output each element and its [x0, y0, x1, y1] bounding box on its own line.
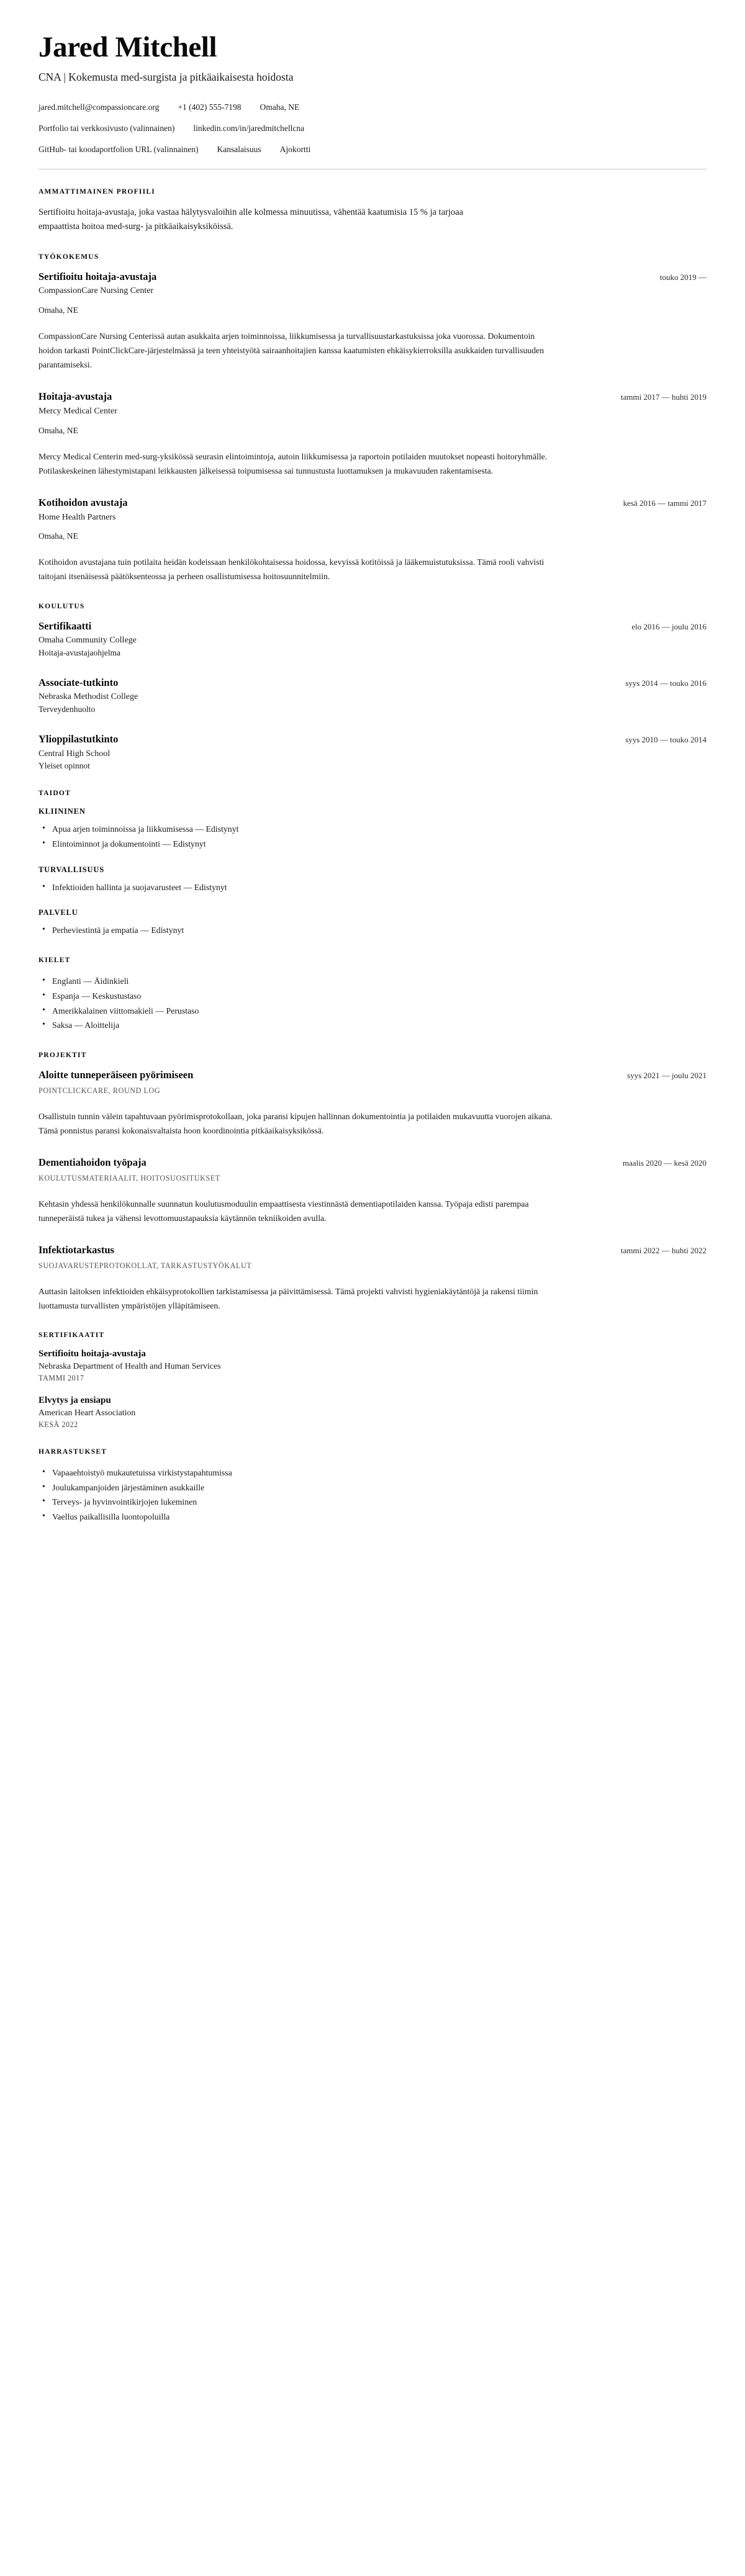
job-title: Kotihoidon avustaja — [38, 496, 128, 508]
section-languages — [38, 957, 707, 1033]
degree-title: Associate-tutkinto — [38, 676, 119, 688]
section-title-projects: PROJEKTIT — [38, 1051, 87, 1059]
experience-entry-head — [38, 271, 707, 284]
resume-header — [38, 32, 707, 156]
skills-list — [38, 807, 707, 938]
section-title-skills: TAIDOT — [38, 790, 71, 798]
experience-entry — [38, 497, 707, 584]
job-date: tammi 2017 — huhti 2019 — [621, 392, 707, 402]
job-description: CompassionCare Nursing Centerissä autan asukkaita arjen toiminnoissa, liikkumisessa ja turvallisuustarkastuksissa joka vuorossa. Dokumentoin hoidon tarkasti PointClickCare-järjestelmässä ja teen yhteistyötä sairaanhoitajien kanssa kaatumisten ehkäisykierroksilla asukkaiden turvallisuuden parantamiseksi. — [38, 331, 544, 370]
job-location: Omaha, NE — [38, 531, 78, 541]
education-list — [38, 620, 707, 772]
job-title: Sertifioitu hoitaja-avustaja — [38, 270, 157, 282]
education-entry-head — [38, 620, 707, 633]
skill-group — [38, 807, 707, 851]
project-tech: POINTCLICKCARE, ROUND LOG — [38, 1086, 161, 1095]
candidate-name: Jared Mitchell — [38, 31, 217, 63]
project-entry — [38, 1069, 707, 1138]
education-entry — [38, 620, 707, 658]
project-name: Dementiahoidon työpaja — [38, 1156, 147, 1168]
experience-entry — [38, 271, 707, 372]
section-experience — [38, 253, 707, 584]
education-date: elo 2016 — joulu 2016 — [631, 621, 707, 631]
field-of-study: Terveydenhuolto — [38, 704, 96, 714]
field-of-study: Yleiset opinnot — [38, 761, 90, 771]
contact-item[interactable]: Portfolio tai verkkosivusto (valinnainen) — [38, 124, 175, 133]
section-interests — [38, 1448, 707, 1524]
contact-block — [38, 101, 707, 156]
degree-title: Sertifikaatti — [38, 619, 92, 632]
interests-list — [38, 1466, 707, 1524]
contact-row — [38, 122, 707, 135]
project-description: Osallistuin tunnin välein tapahtuvaan pyörimisprotokollaan, joka paransi kipujen hallinnan dokumentointia ja potilaiden mukavuutta vuorojen aikana. Tämä ponnistus paransi kokonaisvaltaista hoon koordinointia pitkäaikaisyksikössä. — [38, 1111, 553, 1135]
contact-item[interactable]: Kansalaisuus — [217, 145, 261, 155]
skill-item-list — [38, 923, 707, 938]
interest-item: • Joulukampanjoiden järjestäminen asukkaille — [52, 1480, 707, 1495]
contact-item[interactable]: linkedin.com/in/jaredmitchellcna — [193, 124, 305, 133]
education-date: syys 2014 — touko 2016 — [625, 678, 707, 688]
skill-item: • Apua arjen toiminnoissa ja liikkumisessa — Edistynyt — [52, 822, 707, 837]
certification-name: Sertifioitu hoitaja-avustaja — [38, 1348, 146, 1359]
interest-item: • Vaellus paikallisilla luontopoluilla — [52, 1510, 707, 1524]
skill-item: • Perheviestintä ja empatia — Edistynyt — [52, 923, 707, 938]
job-organization: Home Health Partners — [38, 512, 116, 522]
education-entry-head — [38, 733, 707, 746]
job-description: Kotihoidon avustajana tuin potilaita heidän kodeissaan henkilökohtaisessa hoidossa, kevyissä kotitöissä ja lääkemuistutuksissa. Tämä rooli vahvisti taitojani itsenäisessä päätöksenteossa ja perheen osallistumisessa hoitosuunnitelmiin. — [38, 557, 544, 582]
section-title-summary: AMMATTIMAINEN PROFIILI — [38, 187, 155, 196]
project-entry-head — [38, 1069, 707, 1082]
education-entry-head — [38, 677, 707, 690]
experience-entry-head — [38, 390, 707, 403]
section-title-experience: TYÖKOKEMUS — [38, 253, 99, 261]
skill-group-title: KLIININEN — [38, 807, 86, 816]
candidate-headline: CNA | Kokemusta med-surgista ja pitkäaikaisesta hoidosta — [38, 71, 294, 84]
project-date: maalis 2020 — kesä 2020 — [622, 1158, 707, 1168]
language-item: • Englanti — Äidinkieli — [52, 974, 707, 989]
job-location: Omaha, NE — [38, 425, 78, 435]
section-summary — [38, 188, 707, 235]
skill-group-title: PALVELU — [38, 908, 78, 917]
project-tech: KOULUTUSMATERIAALIT, HOITOSUOSITUKSET — [38, 1173, 220, 1182]
field-of-study: Hoitaja-avustajaohjelma — [38, 647, 120, 657]
experience-list — [38, 271, 707, 584]
school-name: Central High School — [38, 749, 111, 759]
education-entry — [38, 733, 707, 771]
certification-entry — [38, 1395, 707, 1430]
job-date: kesä 2016 — tammi 2017 — [623, 498, 707, 508]
contact-item[interactable]: Ajokortti — [279, 145, 311, 155]
contact-item[interactable]: Omaha, NE — [260, 102, 300, 112]
certification-issuer: American Heart Association — [38, 1407, 136, 1417]
experience-entry — [38, 390, 707, 478]
education-date: syys 2010 — touko 2014 — [625, 734, 707, 744]
project-name: Infektiotarkastus — [38, 1243, 114, 1256]
project-entry — [38, 1244, 707, 1313]
certification-entry — [38, 1349, 707, 1383]
project-entry-head — [38, 1156, 707, 1169]
contact-item[interactable]: +1 (402) 555-7198 — [178, 102, 242, 112]
experience-entry-head — [38, 497, 707, 510]
job-description: Mercy Medical Centerin med-surg-yksikössä seurasin elintoimintoja, autoin liikkumisessa ja raportoin potilaiden muutokset nopeasti hoitoryhmälle. Potilaskeskeinen lähestymistapani leikkausten jälkeisessä toipumisessa sai tunnustusta luottamuksen ja mukavuuden rakentamisesta. — [38, 451, 548, 475]
skill-group-title: TURVALLISUUS — [38, 865, 105, 874]
projects-list — [38, 1069, 707, 1313]
project-description: Auttasin laitoksen infektioiden ehkäisyprotokollien tarkistamisessa ja päivittämisessä. Tämä projekti vahvisti hygieniakäytäntöjä ja rakensi tiimin luottamusta turvallisten ympäristöjen ylläpitämiseen. — [38, 1286, 538, 1310]
skill-item-list — [38, 822, 707, 851]
languages-list — [38, 974, 707, 1033]
section-title-interests: HARRASTUKSET — [38, 1448, 107, 1456]
contact-item[interactable]: GitHub- tai koodaportfolion URL (valinnainen) — [38, 145, 199, 155]
project-description: Kehtasin yhdessä henkilökunnalle suunnatun koulutusmoduulin empaattisesta viestinnästä dementiapotilaiden kanssa. Työpaja edisti parempaa tunneperäistä tukea ja vähensi levottomuustapauksia käytännön tekniikoiden avulla. — [38, 1199, 529, 1223]
section-title-education: KOULUTUS — [38, 602, 85, 610]
certifications-list — [38, 1349, 707, 1430]
project-date: syys 2021 — joulu 2021 — [627, 1070, 707, 1080]
section-title-certifications: SERTIFIKAATIT — [38, 1331, 105, 1339]
job-organization: CompassionCare Nursing Center — [38, 286, 154, 296]
project-tech: SUOJAVARUSTEPROTOKOLLAT, TARKASTUSTYÖKALUT — [38, 1261, 252, 1270]
school-name: Omaha Community College — [38, 636, 137, 646]
interest-item: • Terveys- ja hyvinvointikirjojen lukeminen — [52, 1495, 707, 1510]
section-projects — [38, 1052, 707, 1313]
project-entry — [38, 1156, 707, 1225]
skill-item: • Elintoiminnot ja dokumentointi — Edistynyt — [52, 837, 707, 852]
interest-item: • Vapaaehtoistyö mukautetuissa virkistystapahtumissa — [52, 1466, 707, 1480]
contact-row — [38, 101, 707, 114]
certification-issuer: Nebraska Department of Health and Human Services — [38, 1361, 221, 1371]
skill-group — [38, 865, 707, 895]
contact-row — [38, 143, 707, 156]
language-item: • Amerikkalainen viittomakieli — Perustaso — [52, 1004, 707, 1019]
job-organization: Mercy Medical Center — [38, 407, 117, 417]
language-item: • Espanja — Keskustustaso — [52, 989, 707, 1004]
certification-date: KESÄ 2022 — [38, 1420, 78, 1429]
section-certifications — [38, 1331, 707, 1430]
skill-item-list — [38, 880, 707, 895]
certification-date: TAMMI 2017 — [38, 1373, 84, 1382]
project-date: tammi 2022 — huhti 2022 — [621, 1245, 707, 1255]
section-skills — [38, 790, 707, 938]
section-education — [38, 603, 707, 772]
contact-item[interactable]: jared.mitchell@compassioncare.org — [38, 102, 160, 112]
section-title-languages: KIELET — [38, 957, 71, 965]
education-entry — [38, 677, 707, 714]
language-item: • Saksa — Aloittelija — [52, 1018, 707, 1033]
summary-text: Sertifioitu hoitaja-avustaja, joka vastaa hälytysvaloihin alle kolmessa minuutissa, vähentää kaatumisia 15 % ja tarjoaa empaattista hoitoa med-surg- ja pitkäaikaisyksiköissä. — [38, 207, 464, 232]
project-entry-head — [38, 1244, 707, 1257]
job-location: Omaha, NE — [38, 305, 78, 315]
certification-name: Elvytys ja ensiapu — [38, 1395, 111, 1405]
school-name: Nebraska Methodist College — [38, 692, 138, 702]
degree-title: Ylioppilastutkinto — [38, 732, 119, 745]
project-name: Aloitte tunneperäiseen pyörimiseen — [38, 1068, 194, 1081]
job-title: Hoitaja-avustaja — [38, 390, 112, 403]
skill-item: • Infektioiden hallinta ja suojavarusteet — Edistynyt — [52, 880, 707, 895]
job-date: touko 2019 — — [659, 272, 707, 282]
skill-group — [38, 908, 707, 938]
